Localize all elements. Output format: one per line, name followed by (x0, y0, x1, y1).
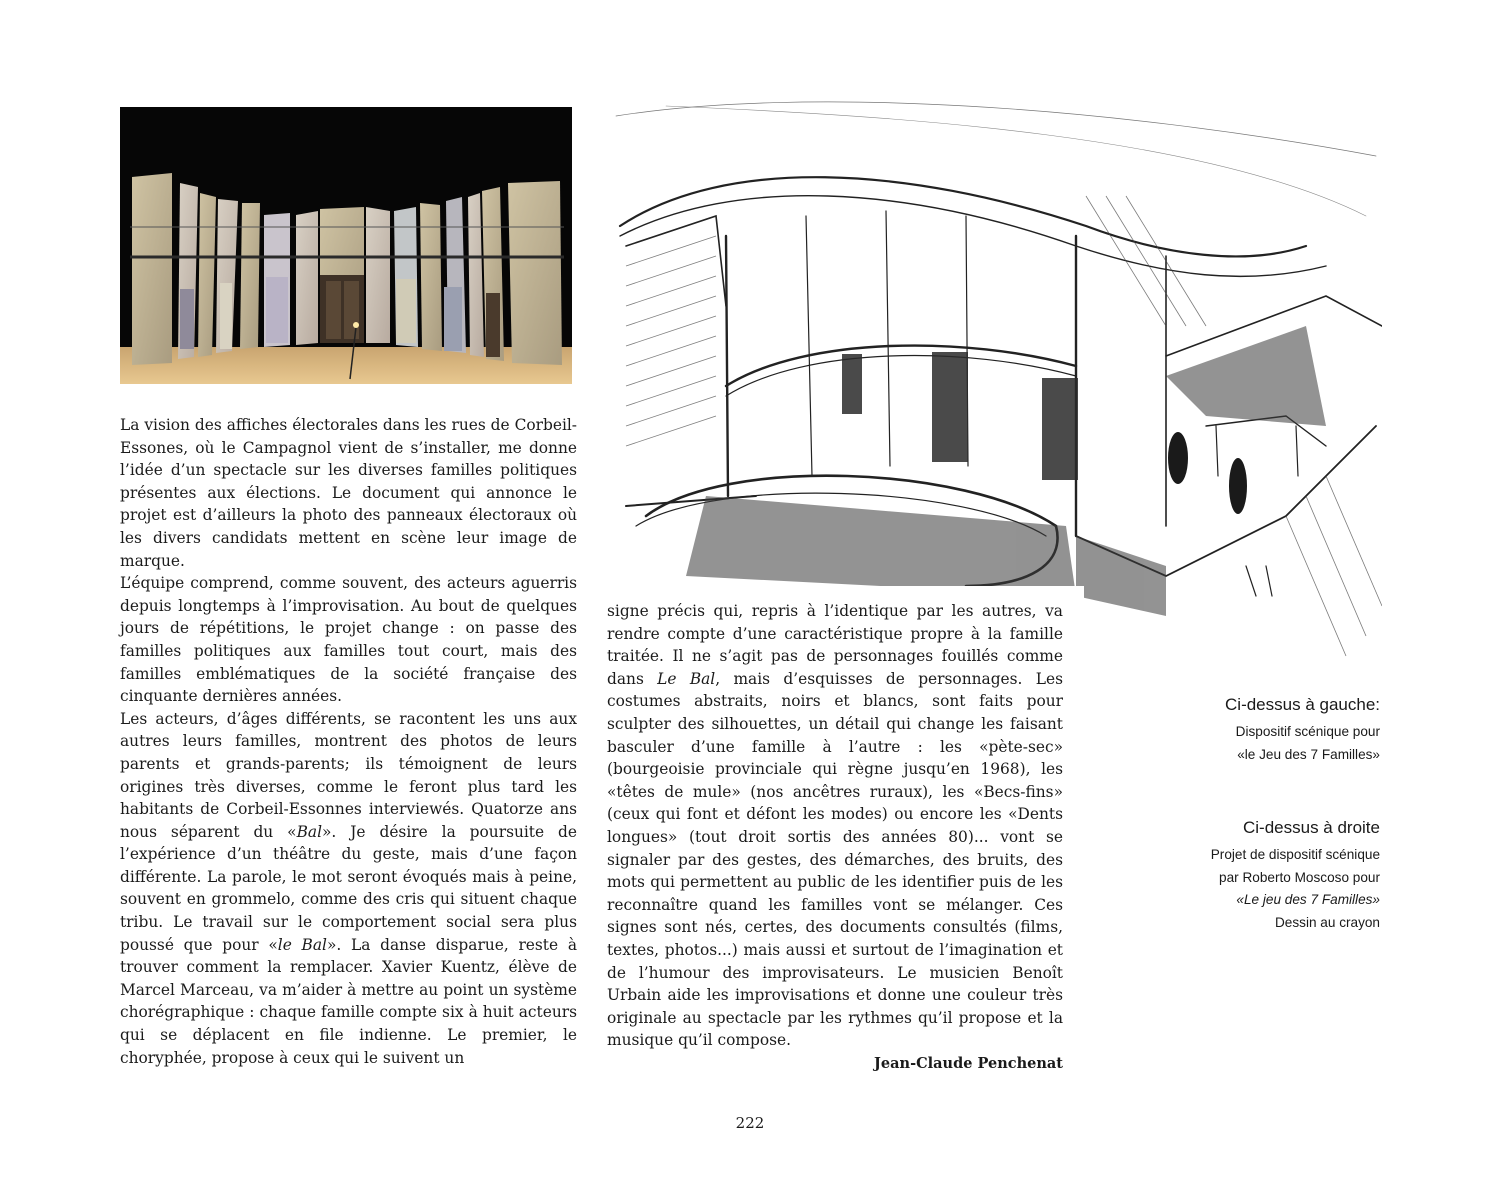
caption-line: Projet de dispositif scénique (1210, 847, 1380, 862)
caption-line: «Le jeu des 7 Familles» (1236, 892, 1380, 907)
paragraph: L’équipe comprend, comme souvent, des acteurs aguerris depuis longtemps à l’improvisation. Au bout de quelques jours de répétitions, le projet change : on passe des familles politiques aux familles tout court, mais des familles emblématiques de la société française des cinquante dernières années. (120, 574, 577, 706)
paragraph-text: ». Je désire la poursuite de l’expérience d’un théâtre du geste, mais d’une façon différente. La parole, le mot seront évoqués mais à peine, souvent en grommelo, comme des cris qui situent chaque tribu. Le travail sur le comportement social sera plus poussé que pour « (120, 822, 577, 954)
page-number: 222 (735, 1114, 765, 1132)
middle-text-column (607, 600, 1063, 1052)
caption-title: Ci-dessus à droite (1242, 818, 1380, 837)
title-italic: Bal (296, 822, 322, 841)
title-italic: Le Bal (657, 669, 716, 688)
paragraph (120, 708, 577, 1070)
paragraph-text: signe précis qui, repris à l’identique par les autres, va rendre compte d’une caractéristique propre à la famille traitée. Il ne s’agit pas de personnages fouillés comme dans (607, 602, 1063, 688)
paragraph-text: , mais d’esquisses de personnages. Les costumes abstraits, noirs et blancs, sont faits pour sculpter des silhouettes, un détail qui change les faisant basculer d’une famille à l’autre : les «pète-sec» (bourgeoisie provinciale qui règne jusqu’en 1968), les «têtes de mule» (nos ancêtres ruraux), les «Becs-fins» (ceux qui font et défont les modes) ou encore les «Dents longues» (tout droit sortis des années 80)... vont se signaler par des gestes, des démarches, des bruits, des mots qui permettent au public de les identifier puis de les reconnaître quand les familles vont se mélanger. Ces signes sont nés, certes, des documents consultés (films, textes, photos...) mais aussi et surtout de l’imagination et de l’humour des improvisateurs. Le musicien Benoît Urbain aide les improvisations et donne une couleur très originale au spectacle par les rythmes qu’il propose et la musique qu’il compose. (607, 669, 1063, 1050)
stage-set-photo (120, 107, 576, 384)
caption-line: par Roberto Moscoso pour (1219, 869, 1380, 885)
left-text-column (120, 414, 577, 1069)
paragraph (607, 600, 1063, 1052)
pencil-sketch-drawing (606, 96, 1382, 658)
caption-line: Dispositif scénique pour (1235, 724, 1380, 739)
caption-line: «le Jeu des 7 Familles» (1237, 746, 1380, 762)
paragraph: La vision des affiches électorales dans les rues de Corbeil-Essones, où le Campagnol vient de s’installer, me donne l’idée d’un spectacle sur les diverses familles politiques présentes aux élections. Le document qui annonce le projet est d’ailleurs la photo des panneaux électoraux où les divers candidats mettent en scène leur image de marque. (120, 416, 577, 570)
title-italic: le Bal (277, 935, 327, 954)
author-signature: Jean-Claude Penchenat (874, 1055, 1063, 1072)
caption-left-image (1100, 694, 1380, 766)
caption-title: Ci-dessus à gauche: (1225, 695, 1380, 714)
paragraph-text: ». La danse disparue, reste à trouver comment la remplacer. Xavier Kuentz, élève de Marcel Marceau, va m’aider à mettre au point un système chorégraphique : chaque famille compte six à huit acteurs qui se déplacent en file indienne. Le premier, le choryphée, propose à ceux qui le suivent un (120, 935, 577, 1067)
caption-right-image (1100, 817, 1380, 934)
caption-line: Dessin au crayon (1274, 914, 1380, 930)
paragraph-text: Les acteurs, d’âges différents, se racontent les uns aux autres leurs familles, montrent des photos de leurs parents et grands-parents; ils témoignent de leurs origines très diverses, comme le feront plus tard les habitants de Corbeil-Essonnes interviewés. Quatorze ans nous séparent du « (120, 709, 577, 841)
